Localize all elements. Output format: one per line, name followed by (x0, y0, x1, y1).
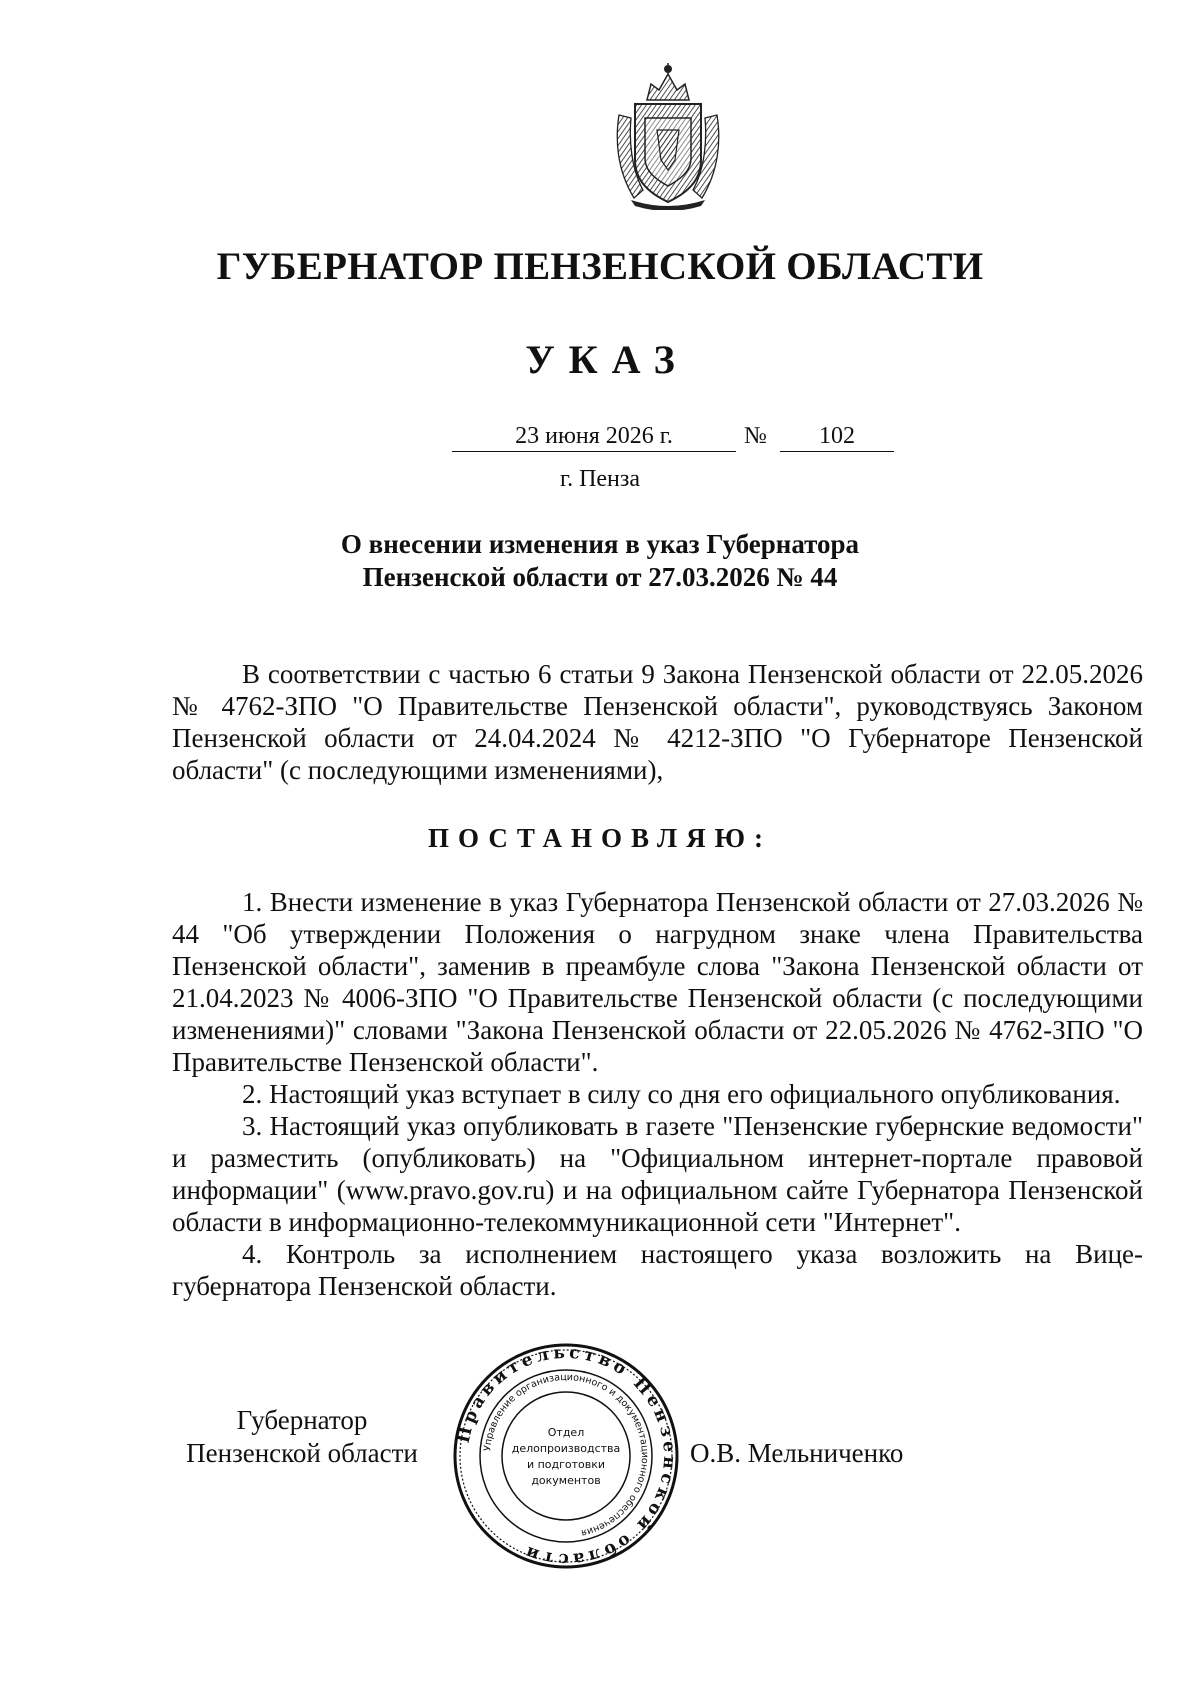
authority-title: ГУБЕРНАТОР ПЕНЗЕНСКОЙ ОБЛАСТИ (216, 245, 984, 288)
svg-text:Управление организационного и (482, 1372, 650, 1538)
signatory-name: О.В. Мельниченко (690, 1438, 904, 1468)
seal-center-line-3: и подготовки (526, 1458, 606, 1471)
seal-outer-text: Правительство Пензенской области (453, 1342, 680, 1570)
document-type: УКАЗ (525, 337, 689, 382)
official-seal-icon (452, 1342, 680, 1570)
subject-line-2: Пензенской области от 27.03.2026 № 44 (362, 562, 838, 592)
seal-center-line-2: делопроизводства (511, 1442, 621, 1455)
document-subject (0, 528, 1200, 594)
number-sign: № (744, 423, 767, 449)
decree-word: ПОСТАНОВЛЯЮ: (428, 823, 772, 853)
seal-center-line-1: Отдел (547, 1426, 585, 1439)
signatory-position-line-2: Пензенской области (186, 1438, 418, 1468)
preamble-text: В соответствии с частью 6 статьи 9 Закона Пензенской области от 22.05.2026 № 4762-ЗПО "О Правительстве Пензенской области", руководствуясь Законом Пензенской области от 24.04.2024 № 4212-ЗПО "О Губернаторе Пензенской области" (с последующими изменениями), (172, 659, 1143, 785)
subject-line-1: О внесении изменения в указ Губернатора (340, 529, 860, 559)
decree-item-4: 4. Контроль за исполнением настоящего указа возложить на Вице-губернатора Пензенской области. (172, 1239, 1143, 1301)
coat-of-arms-emblem-icon (609, 60, 727, 210)
decree-items (172, 886, 1143, 1302)
seal-center-line-4: документов (531, 1474, 601, 1487)
decree-item-1: 1. Внести изменение в указ Губернатора Пензенской области от 27.03.2026 № 44 "Об утверждении Положения о нагрудном знаке члена Правительства Пензенской области", заменив в преамбуле слова "Закона Пензенской области от 21.04.2023 № 4006-ЗПО "О Правительстве Пензенской области (с последующими изменениями)" словами "Закона Пензенской области от 22.05.2026 № 4762-ЗПО "О Правительстве Пензенской области". (172, 887, 1143, 1077)
document-number: 102 (780, 421, 894, 452)
signatory-position (172, 1404, 432, 1470)
document-date: 23 июня 2026 г. (452, 421, 736, 452)
seal-middle-text: Управление организационного и документационного обеспечения (482, 1371, 651, 1539)
preamble (172, 658, 1143, 786)
city: г. Пенза (559, 466, 641, 492)
decree-item-3: 3. Настоящий указ опубликовать в газете "Пензенские губернские ведомости" и разместить (опубликовать) на "Официальном интернет-портале правовой информации" (www.pravo.gov.ru) и на официальном сайте Губернатора Пензенской области в информационно-телекоммуникационной сети "Интернет". (172, 1111, 1143, 1237)
signatory-position-line-1: Губернатор (236, 1405, 368, 1435)
date-number-line (0, 421, 1200, 453)
decree-item-2: 2. Настоящий указ вступает в силу со дня его официального опубликования. (242, 1079, 1121, 1109)
